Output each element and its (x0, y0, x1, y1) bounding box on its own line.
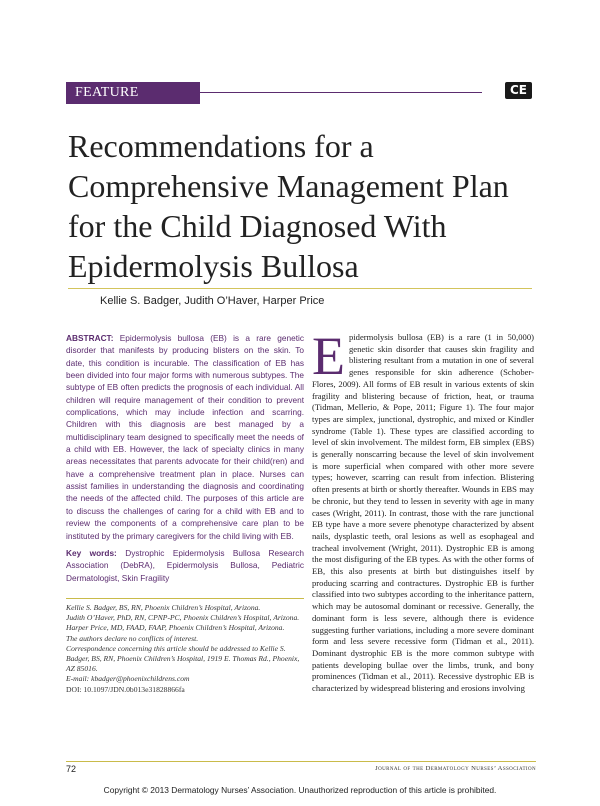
keywords-heading: Key words: (66, 548, 117, 558)
abstract-heading: ABSTRACT: (66, 333, 114, 343)
abstract-divider (66, 598, 304, 599)
conflict-disclosure: The authors declare no conflicts of interest. (66, 633, 199, 643)
email-address: E-mail: kbadger@phoenixchildrens.com (66, 674, 190, 684)
author-affiliations (66, 603, 304, 695)
author-list: Kellie S. Badger, Judith O’Haver, Harper Price (100, 295, 325, 307)
correspondence-note: Correspondence concerning this article should be addressed to Kellie S. Badger, BS, RN, Phoenix Children’s Hospital, 1919 E. Thomas Rd., Phoenix, AZ 85016. (66, 643, 300, 674)
ce-badge: CE (505, 82, 532, 99)
section-divider (200, 92, 482, 93)
affiliation-3: Harper Price, MD, FAAD, FAAP, Phoenix Children’s Hospital, Arizona. (66, 623, 285, 633)
page-number: 72 (66, 764, 77, 774)
doi: DOI: 10.1097/JDN.0b013e31828866fa (66, 684, 185, 694)
abstract (66, 332, 304, 542)
affiliation-1: Kellie S. Badger, BS, RN, Phoenix Children’s Hospital, Arizona. (66, 603, 261, 612)
copyright-notice: Copyright © 2013 Dermatology Nurses’ Association. Unauthorized reproduction of this article is prohibited. (103, 785, 497, 795)
title-divider (68, 288, 532, 289)
article-title: Recommendations for a Comprehensive Management Plan for the Child Diagnosed With Epidermolysis Bullosa (68, 128, 509, 284)
footer-divider (66, 761, 536, 762)
journal-name: Journal of the Dermatology Nurses’ Association (375, 765, 536, 772)
body-text (312, 326, 534, 695)
section-label: FEATURE ARTICLE (66, 82, 200, 104)
affiliation-2: Judith O’Haver, PhD, RN, CPNP-PC, Phoenix Children’s Hospital, Arizona. (66, 613, 300, 623)
keywords (66, 547, 304, 584)
keywords-text: Dystrophic Epidermolysis Bullosa Research Association (DebRA), Epidermolysis Bullosa, Pediatric Dermatologist, Skin Fragility (66, 548, 304, 583)
drop-cap: E (312, 326, 345, 386)
body-paragraph: pidermolysis bullosa (EB) is a rare (1 in 50,000) genetic skin disorder that causes skin fragility and blistering resultant from a mutation in one of several genes responsible for skin adherence (Schober-Flores, 2009). All forms of EB result in various extents of skin fragility and blistering because of friction, heat, or trauma (Tidman, Mellerio, & Pope, 2011; Figure 1). The four major types are simplex, junctional, dystrophic, and mixed or Kindler syndrome (Table 1). These types are classified according to level of skin involvement. The mildest form, EB simplex (EBS) is generally nonscarring because the level of skin involvement is more superficial when compared with other more severe types; however, scarring can result from infection. Blistering often presents at birth or shortly thereafter. Wounds in EBS may be chronic, but they tend to lessen in severity with age in many cases (Wright, 2011). In contrast, those with the rare junctional EB type have a more severe phenotype characterized by absent nails, dysplastic teeth, oral lesions as well as esophageal and tracheal involvement (Wright, 2011). Dystrophic EB is among the most disfiguring of the EB types. As with the other forms of EB, this also presents at birth but distinguishes itself by producing scarring and contractures. Dystrophic EB is further classified into two subtypes according to the inheritance pattern, which may be autosomal dominant or recessive. Generally, the dominant form is less severe, although there is evidence suggesting further variations, including a more severe dominant form and less severe recessive form (Tidman et al., 2011). Dominant dystrophic EB is the more common subtype with patients developing bullae over the limbs, trunk, and bony prominences (Tidman et al., 2011). Recessive dystrophic EB is characterized by widespread blistering and erosions involving (312, 332, 534, 694)
abstract-text: Epidermolysis bullosa (EB) is a rare genetic disorder that manifests by producing blisters on the skin. To date, this condition is incurable. The classification of EB has been divided into four major forms with numerous subtypes. The subtype of EB often predicts the prognosis of each individual. All children will require management of their condition to prevent complications, which may include infection and scarring. Children with this diagnosis are best managed by a multidisciplinary team designed to specifically meet the needs of a child with EB. However, the lack of specialty clinics in many areas necessitates that parents advocate for their child(ren) and have a comprehensive treatment plan in place. Nurses can assist families in understanding the diagnosis and coordinating the needs of the affected child. The purposes of this article are to discuss the challenges of caring for a child with EB and to review the components of a comprehensive care plan to be instituted by the primary caregivers for the child living with EB. (66, 333, 304, 541)
